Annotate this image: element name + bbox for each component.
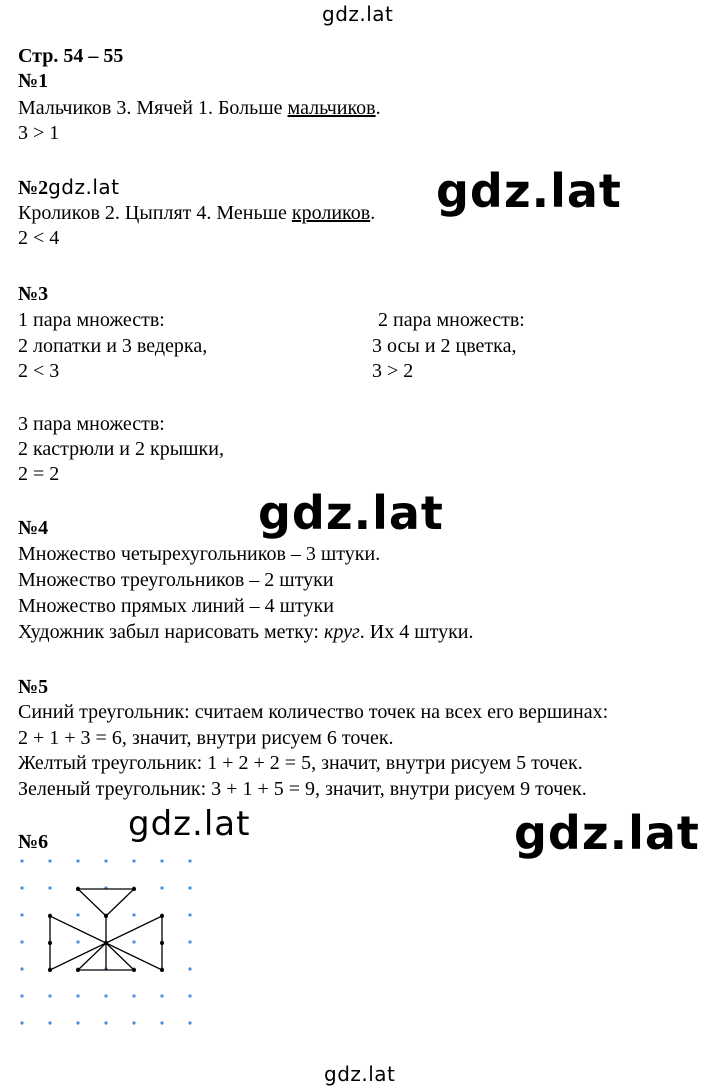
grid-dot	[104, 994, 107, 997]
task2-text	[18, 201, 375, 226]
task1-text-before: Мальчиков 3. Мячей 1. Больше	[18, 97, 288, 119]
task3-pair2-heading: 2 пара множеств:	[378, 309, 525, 331]
grid-dot	[132, 1021, 135, 1024]
task6-dot-grid-drawing	[10, 852, 200, 1042]
grid-dot	[132, 913, 135, 916]
grid-dot	[104, 1021, 107, 1024]
task2-title-row	[18, 175, 120, 201]
grid-dot	[76, 859, 79, 862]
grid-dot	[20, 886, 23, 889]
task2-text-underlined: кроликов	[291, 202, 371, 224]
grid-dot	[160, 1021, 163, 1024]
grid-dot	[160, 859, 163, 862]
grid-dot	[48, 859, 51, 862]
task6-title: №6	[18, 831, 49, 853]
task3-pair2-answer: 3 > 2	[372, 360, 414, 382]
task2-title: №2	[18, 177, 49, 199]
grid-dot	[188, 994, 191, 997]
grid-dot	[188, 940, 191, 943]
watermark-top: gdz.lat	[322, 2, 394, 26]
top-triangle	[78, 889, 134, 916]
watermark-big-4: gdz.lat	[514, 806, 700, 860]
task2-text-before: Кроликов 2. Цыплят 4. Меньше	[18, 202, 292, 224]
task5-line-2: 2 + 1 + 3 = 6, значит, внутри рисуем 6 точек.	[18, 727, 394, 749]
grid-dot	[76, 940, 79, 943]
grid-dot	[188, 913, 191, 916]
task3-pair1-heading: 1 пара множеств:	[18, 309, 165, 331]
grid-dot	[160, 994, 163, 997]
grid-dot	[48, 886, 51, 889]
task2-text-after: .	[370, 202, 376, 224]
page-reference: Стр. 54 – 55	[18, 45, 124, 67]
task4-last-after: . Их 4 штуки.	[359, 621, 474, 643]
grid-dot	[132, 994, 135, 997]
grid-dot	[48, 1021, 51, 1024]
task1-answer: 3 > 1	[18, 122, 60, 144]
watermark-big-3: gdz.lat	[128, 804, 251, 844]
task3-pair3-items: 2 кастрюли и 2 крышки,	[18, 438, 224, 460]
task5-line-1: Синий треугольник: считаем количество точек на всех его вершинах:	[18, 701, 609, 723]
task4-title: №4	[18, 517, 49, 539]
grid-dot	[188, 886, 191, 889]
grid-dot	[76, 913, 79, 916]
grid-dot	[188, 967, 191, 970]
grid-dot	[76, 1021, 79, 1024]
grid-dot	[132, 940, 135, 943]
watermark-big-2: gdz.lat	[258, 486, 444, 540]
task4-line-2: Множество треугольников – 2 штуки	[18, 569, 334, 591]
task3-pair1-answer: 2 < 3	[18, 360, 60, 382]
grid-dot	[20, 940, 23, 943]
task3-pair3-heading: 3 пара множеств:	[18, 413, 165, 435]
watermark-inline: gdz.lat	[48, 175, 120, 199]
grid-dot	[76, 994, 79, 997]
task1-text	[18, 96, 381, 121]
task1-title: №1	[18, 70, 49, 92]
task3-title: №3	[18, 283, 49, 305]
task4-line-3: Множество прямых линий – 4 штуки	[18, 595, 334, 617]
task5-line-4: Зеленый треугольник: 3 + 1 + 5 = 9, значит, внутри рисуем 9 точек.	[18, 778, 587, 800]
task4-line-1: Множество четырехугольников – 3 штуки.	[18, 543, 381, 565]
task4-last-before: Художник забыл нарисовать метку:	[18, 621, 324, 643]
task4-line-4	[18, 620, 474, 645]
grid-dot	[104, 859, 107, 862]
grid-dot	[48, 994, 51, 997]
watermark-big-1: gdz.lat	[436, 164, 622, 218]
watermark-bottom: gdz.lat	[324, 1062, 396, 1086]
grid-dot	[20, 859, 23, 862]
task1-text-underlined: мальчиков	[287, 97, 376, 119]
task3-pair2-items: 3 осы и 2 цветка,	[372, 335, 517, 357]
task4-last-italic: круг	[323, 621, 360, 643]
task5-title: №5	[18, 676, 49, 698]
task2-answer: 2 < 4	[18, 227, 60, 249]
figure-lines	[50, 889, 162, 970]
grid-dot	[188, 859, 191, 862]
grid-dot	[20, 967, 23, 970]
grid-dot	[20, 1021, 23, 1024]
task1-text-after: .	[375, 97, 381, 119]
task3-pair1-items: 2 лопатки и 3 ведерка,	[18, 335, 208, 357]
grid-dot	[20, 994, 23, 997]
grid-dot	[160, 886, 163, 889]
grid-dot	[188, 1021, 191, 1024]
grid-dot	[132, 859, 135, 862]
task3-pair3-answer: 2 = 2	[18, 463, 60, 485]
task5-line-3: Желтый треугольник: 1 + 2 + 2 = 5, значит, внутри рисуем 5 точек.	[18, 752, 583, 774]
grid-dot	[20, 913, 23, 916]
